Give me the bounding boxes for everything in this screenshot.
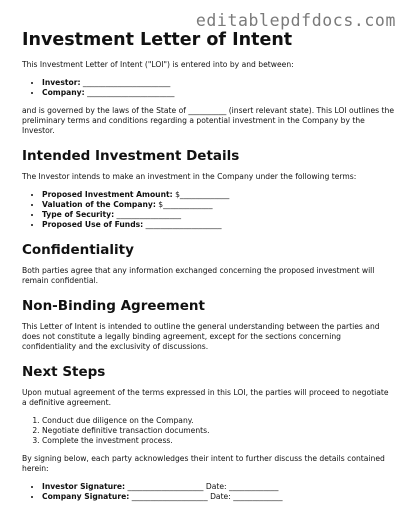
confidentiality-paragraph: Both parties agree that any information exchanged concerning the proposed investment will remain confidential. <box>22 266 375 285</box>
term-security <box>42 210 394 220</box>
section-heading-investment: Intended Investment Details <box>22 148 240 164</box>
step-item: 1. Conduct due diligence on the Company. <box>42 416 394 426</box>
step-item: 2. Negotiate definitive transaction documents. <box>42 426 394 436</box>
company-signature-field[interactable]: ____________________ <box>131 492 208 501</box>
party-company <box>42 88 394 98</box>
use-of-funds-field[interactable]: ____________________ <box>145 220 222 229</box>
parties-list <box>22 78 394 98</box>
investment-terms-list <box>22 190 394 230</box>
party-label: Company: <box>42 88 85 97</box>
term-use-of-funds <box>42 220 394 230</box>
investor-date-field[interactable]: _____________ <box>229 482 279 491</box>
nonbinding-paragraph: This Letter of Intent is intended to outline the general understanding between the parties and does not constitute a legally binding agreement, except for the sections concerning confidentiality and the exclusivity of discussions. <box>22 322 380 351</box>
security-field[interactable]: _________________ <box>116 210 182 219</box>
document-page <box>22 30 394 510</box>
governing-paragraph: and is governed by the laws of the State of __________ (insert relevant state). This LOI outlines the preliminary terms and conditions regarding a potential investment in the Company by the Investor. <box>22 106 395 135</box>
step-item: 3. Complete the investment process. <box>42 436 394 446</box>
company-date-field[interactable]: _____________ <box>233 492 283 501</box>
term-valuation <box>42 200 394 210</box>
investment-paragraph: The Investor intends to make an investment in the Company under the following terms: <box>22 172 357 181</box>
valuation-field[interactable]: $_____________ <box>158 200 213 209</box>
next-steps-paragraph: Upon mutual agreement of the terms expressed in this LOI, the parties will proceed to negotiate a definitive agreement. <box>22 388 389 407</box>
company-field[interactable]: _______________________ <box>87 88 175 97</box>
site-watermark: editablepdfdocs.com <box>195 11 396 30</box>
signature-label: Company Signature: <box>42 492 130 501</box>
term-label: Type of Security: <box>42 210 115 219</box>
signature-label: Investor Signature: <box>42 482 126 491</box>
party-investor <box>42 78 394 88</box>
signature-investor <box>42 482 394 492</box>
section-heading-confidentiality: Confidentiality <box>22 242 134 258</box>
signatures-list <box>22 482 394 502</box>
date-label: Date: <box>210 492 231 501</box>
investor-field[interactable]: _______________________ <box>82 78 171 87</box>
term-label: Proposed Investment Amount: <box>42 190 173 199</box>
term-label: Valuation of the Company: <box>42 200 156 209</box>
section-heading-nonbinding: Non-Binding Agreement <box>22 298 205 314</box>
term-amount <box>42 190 394 200</box>
next-steps-list <box>22 416 394 446</box>
document-title: Investment Letter of Intent <box>22 30 293 50</box>
section-heading-next-steps: Next Steps <box>22 364 106 380</box>
signature-company <box>42 492 394 502</box>
date-label: Date: <box>205 482 227 491</box>
intro-paragraph: This Investment Letter of Intent ("LOI") is entered into by and between: <box>22 60 294 69</box>
amount-field[interactable]: $_____________ <box>175 190 230 199</box>
term-label: Proposed Use of Funds: <box>42 220 144 229</box>
investor-signature-field[interactable]: ____________________ <box>127 482 204 491</box>
party-label: Investor: <box>42 78 81 87</box>
closing-paragraph: By signing below, each party acknowledges their intent to further discuss the details contained herein: <box>22 454 385 473</box>
